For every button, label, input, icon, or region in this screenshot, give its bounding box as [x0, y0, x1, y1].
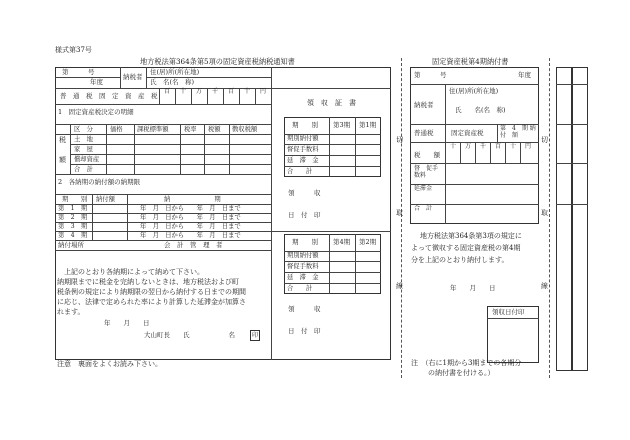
sec1-row-3: 合 計 [74, 166, 93, 173]
receipt-period-header: 期 別 [292, 121, 318, 129]
slip-name-label: 氏 名(名 称) [455, 106, 506, 114]
slip-address-label: 住(居)所(所在地) [449, 87, 499, 95]
section2-title: 2 各納期の納付額の納期限 [58, 178, 141, 186]
notice-date: 年 月 日 [104, 319, 150, 327]
slip-body-line-2: 分を上記のとおり納付します。 [411, 256, 509, 264]
digit-label-2: 万 [196, 88, 203, 95]
digit-divider [159, 88, 160, 104]
slip-note-2: の納付書を付ける。） [428, 369, 495, 377]
receipt-received-2: 領 収 [288, 305, 321, 313]
sec1-header-5: 徴収税額 [232, 126, 258, 133]
sec2-header-1: 納付額 [96, 196, 115, 203]
receipt-row-1: 督促手数料 [287, 146, 319, 153]
slip-body-line-1: よって徴収する固定資産税の第4期 [411, 244, 521, 252]
slip-digit-3: 百 [495, 143, 502, 150]
body-line-0: 上記のとおり各納期によって納めて下さい。 [64, 268, 204, 276]
slip-row-1: 延滞金 [414, 185, 433, 192]
slip-note: 注 （右に1期から3期までの各期分 [411, 359, 522, 367]
accountant-label: 会 計 管 理 者 [164, 241, 223, 249]
sec1-row-1: 家 屋 [74, 146, 93, 153]
cut-label-r2: 取 [541, 209, 548, 217]
digit-label-6: 円 [260, 88, 267, 95]
sec2-period-3: 年 月 日から 年 月 日まで [140, 232, 241, 239]
digit-divider [460, 142, 461, 163]
receipt-row-3: 合 計 [287, 285, 313, 292]
sec2-row-0: 第 1 期 [58, 205, 88, 212]
slip-row-2: 合 計 [414, 205, 433, 212]
sec1-header-3: 税率 [184, 126, 197, 133]
slip-tax-type: 普通税 [414, 129, 434, 137]
side-strip-2 [572, 67, 588, 371]
slip-digit-2: 千 [480, 143, 487, 150]
sec1-header-0: 区 分 [74, 126, 93, 133]
slip-date: 年 月 日 [450, 284, 496, 292]
digit-label-0: 百 [164, 88, 171, 95]
slip-taxpayer-label: 納税者 [414, 101, 434, 109]
form-number: 様式第37号 [55, 46, 92, 54]
slip-title: 固定資産税第4期納付書 [432, 57, 509, 66]
cut-line [401, 58, 402, 378]
receipt-period-header-2: 期 別 [292, 238, 318, 246]
digit-divider [191, 88, 192, 104]
slip-amount-label: 税 額 [414, 151, 440, 159]
sec2-row-2: 第 3 期 [58, 223, 88, 230]
notice-number: 第 号 [62, 68, 95, 76]
slip-tax-name: 固定資産税 [451, 129, 484, 137]
body-line-4: れます。 [57, 308, 85, 316]
sec2-header-2: 納 期 [164, 196, 221, 203]
notice-address-label: 住(居)所(所在地) [150, 68, 200, 76]
cut-line-right [549, 58, 550, 378]
mayor-label: 大山町長 氏 名 [144, 331, 235, 339]
sec1-side-a: 税 [59, 136, 66, 144]
digit-divider [520, 142, 521, 163]
notice-year: 年度 [90, 78, 103, 86]
sec1-side-b: 額 [59, 156, 66, 164]
receipt-period-3: 第3期 [333, 121, 351, 129]
sec2-header-0: 期 別 [62, 196, 88, 203]
digit-label-5: 十 [244, 88, 251, 95]
receipt-period-1: 第1期 [359, 121, 377, 129]
slip-digit-4: 十 [510, 143, 517, 150]
slip-digit-5: 円 [525, 143, 532, 150]
slip-digit-0: 十 [450, 143, 457, 150]
receipt-row-3: 合 計 [287, 168, 313, 175]
side-strip-1 [556, 67, 572, 371]
notice-taxpayer-label: 納税者 [123, 73, 143, 81]
receipt-title: 領 収 証 書 [307, 99, 356, 107]
cut-label-3: 線 [396, 282, 403, 290]
notice-note: 注意 裏面をよくお読み下さい。 [57, 360, 162, 368]
receipt-date-2: 日 付 印 [288, 327, 321, 335]
receipt-row-0: 期別納付額 [287, 252, 319, 259]
cut-label-r1: 切 [541, 136, 548, 144]
receipt-row-2: 延 滞 金 [287, 274, 319, 281]
sec2-row-1: 第 2 期 [58, 214, 88, 221]
digit-divider [207, 88, 208, 104]
slip-period-label: 第 4 期 納 付 額 [500, 125, 542, 139]
cut-label-1: 切 [396, 136, 403, 144]
notice-title: 地方税法第364条第5項の固定資産税納税通知書 [140, 57, 295, 66]
notice-tax-label: 普 通 税 固 定 資 産 税 [60, 92, 158, 100]
seal-mark: 印 [251, 332, 258, 339]
pay-place-label: 納付場所 [58, 241, 84, 249]
receipt-date-1: 日 付 印 [288, 211, 321, 219]
digit-label-1: 十 [180, 88, 187, 95]
sec1-header-4: 税額 [208, 126, 221, 133]
sec2-period-0: 年 月 日から 年 月 日まで [140, 205, 241, 212]
receipt-row-1: 督促手数料 [287, 263, 319, 270]
digit-divider [255, 88, 256, 104]
digit-divider [505, 142, 506, 163]
receipt-period-2: 第2期 [359, 238, 377, 246]
digit-divider [490, 142, 491, 163]
receipt-row-0: 期別納付額 [287, 135, 319, 142]
section1-title: 1 固定資産税決定の明細 [58, 108, 134, 116]
receipt-row-2: 延 滞 金 [287, 157, 319, 164]
slip-year: 年度 [518, 71, 531, 79]
sec2-period-1: 年 月 日から 年 月 日まで [140, 214, 241, 221]
sec1-row-0: 土 地 [74, 136, 93, 143]
sec2-row-3: 第 4 期 [58, 232, 88, 239]
sec1-header-1: 価格 [110, 126, 123, 133]
digit-label-3: 千 [212, 88, 219, 95]
notice-name-label: 氏 名(名 称) [150, 78, 195, 86]
body-line-3: に応じ、法律で定められた率により計算した延滞金が加算さ [57, 298, 246, 306]
slip-row-0: 督 促手数料 [414, 165, 439, 179]
cut-label-r3: 線 [541, 282, 548, 290]
body-line-1: 納期限までに税金を完納しないときは、地方税法および町 [57, 278, 239, 286]
cut-label-2: 取 [396, 209, 403, 217]
slip-digit-1: 万 [465, 143, 472, 150]
sec1-row-2: 償却資産 [74, 156, 100, 163]
digit-divider [239, 88, 240, 104]
digit-divider [175, 88, 176, 104]
slip-body-line-0: 地方税法第364条第3項の規定に [420, 232, 522, 240]
digit-divider [223, 88, 224, 104]
slip-stamp-label: 領収日付印 [492, 308, 525, 316]
digit-label-4: 百 [228, 88, 235, 95]
receipt-received-1: 領 収 [288, 189, 321, 197]
slip-number: 第 号 [414, 71, 447, 79]
body-line-2: 税条例の規定により納期限の翌日から納付する日までの期間 [57, 288, 246, 296]
receipt-period-4: 第4期 [333, 238, 351, 246]
digit-divider [475, 142, 476, 163]
sec2-period-2: 年 月 日から 年 月 日まで [140, 223, 241, 230]
sec1-header-2: 課税標準額 [137, 126, 169, 133]
